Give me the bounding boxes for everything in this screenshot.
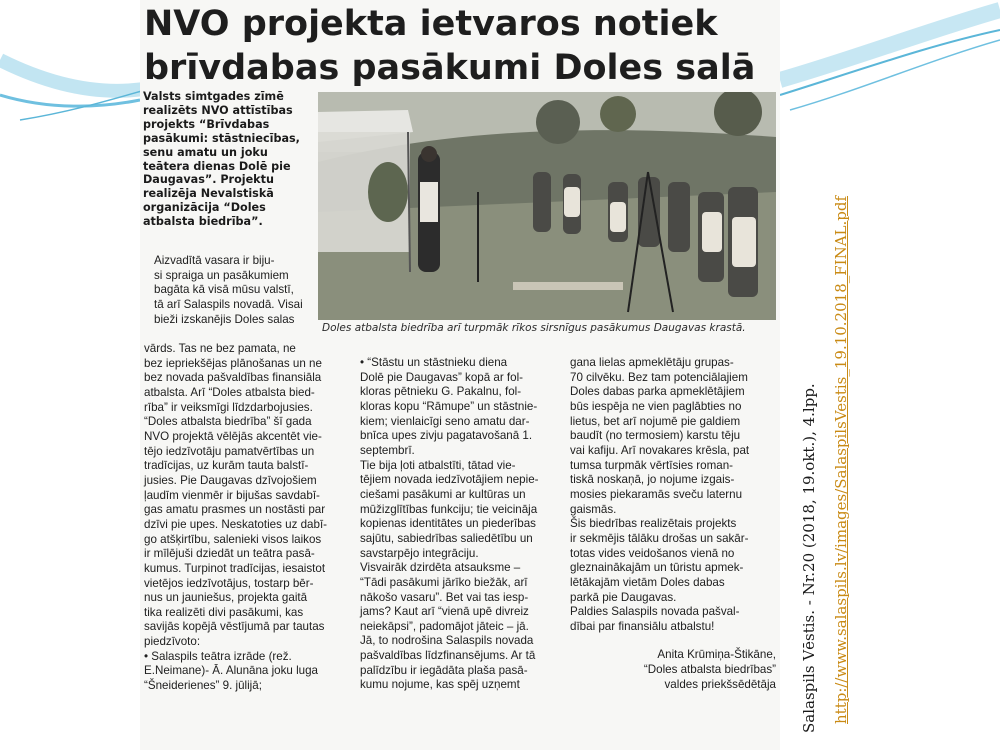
text-line: dībai par finansiālu atbalstu!	[570, 619, 715, 633]
text-line: gaismās.	[570, 502, 617, 516]
source-citation: Salaspils Vēstis. - Nr.20 (2018, 19.okt.), 4.lpp.	[800, 383, 818, 733]
text-line: tiskā noskaņā, jo nojume izgais-	[570, 473, 735, 487]
text-line: vārds. Tas ne bez pamata, ne	[144, 342, 296, 355]
column-2	[360, 356, 570, 693]
lead-line: realizēts NVO attīstības	[143, 103, 293, 117]
text-line: mosies piekaramās sveču laternu	[570, 487, 743, 501]
text-line: tika realizēti divi pasākumi, kas	[144, 605, 304, 619]
text-line: sajūtu, sabiedrības saliedētību un	[360, 531, 533, 545]
text-line: tējo iedzīvotāju pamatvērtības un	[144, 444, 315, 458]
text-line: septembrī.	[360, 443, 415, 457]
text-line: mūžizglītības funkciju; tie veicināja	[360, 502, 538, 516]
text-line: tējiem novada iedzīvotājiem nepie-	[360, 473, 539, 487]
text-line: vietējos iedzīvotājus, tostarp bēr-	[144, 576, 314, 590]
text-line: 70 cilvēku. Bez tam potenciālajiem	[570, 370, 748, 384]
text-line: ļaudīm vienmēr ir bijušas savdabī-	[144, 488, 320, 502]
text-line: bez iepriekšējas plānošanas un ne	[144, 356, 322, 370]
lead-line: realizēja Nevalstiskā	[143, 187, 274, 201]
text-line: neiekāpsi”, padomājot jāteic – jā.	[360, 619, 529, 633]
article-lead	[143, 90, 311, 229]
text-line: NVO projektā vēlējās akcentēt vie-	[144, 429, 322, 443]
text-line: “Doles atbalsta biedrība” šī gada	[144, 415, 312, 429]
text-line: Visvairāk dzirdēta atsauksme –	[360, 561, 521, 575]
text-line: go atšķirtību, salenieki visos laikos	[144, 532, 322, 546]
text-line: kloras pētnieku G. Pakalnu, fol-	[360, 385, 522, 399]
lead-line: atbalsta biedrība”.	[143, 215, 263, 229]
text-line: vai kafiju. Arī novakares krēsla, pat	[570, 443, 750, 457]
text-line: jams? Kaut arī “vienā upē divreiz	[360, 605, 529, 619]
text-line: • “Stāstu un stāstnieku diena	[360, 356, 508, 369]
text-line: nākošo vasaru”. Bet vai tas iesp-	[360, 590, 529, 604]
text-line: atbalsta. Arī “Doles atbalsta bied-	[144, 385, 315, 399]
lead-line: teātera dienas Dolē pie	[143, 159, 291, 173]
text-line: E.Neimane)- Ā. Alunāna joku luga	[144, 664, 319, 678]
text-line: piedzīvoto:	[144, 635, 201, 649]
newspaper-clipping	[140, 0, 780, 750]
text-line: totas vides veidošanos vienā no	[570, 546, 735, 560]
text-line: dzīvi pie upes. Neskatoties uz dabī-	[144, 517, 328, 531]
signature-line: valdes priekšsēdētāja	[664, 677, 776, 691]
text-line: bnīca upes zivju pagatavošanā 1.	[360, 429, 533, 443]
text-line: savijās kopējā vēstījumā par tautas	[144, 620, 325, 634]
text-line: parkā pie Daugavas.	[570, 590, 677, 604]
lead-line: Daugavas”. Projektu	[143, 173, 274, 187]
signature-line: Anita Krūmiņa-Štikāne,	[657, 648, 776, 662]
text-line: tumsa turpmāk vērtīsies roman-	[570, 458, 734, 472]
text-line: kiem; vienlaicīgi seno amatu dar-	[360, 414, 530, 428]
column-1-top	[154, 254, 314, 327]
text-line: būs iespēja ne vien paglābties no	[570, 399, 742, 413]
text-line: savstarpējo integrāciju.	[360, 546, 479, 560]
text-line: gleznainākajām un tūristu apmek-	[570, 561, 744, 575]
text-line: kopienas identitātes un piederības	[360, 517, 536, 531]
text-line: Jā, to nodrošina Salaspils novada	[360, 634, 534, 648]
text-line: bez novada pašvaldības finansiāla	[144, 371, 322, 385]
headline-line: NVO projekta ietvaros notiek	[144, 4, 718, 44]
text-line: lētākajām vietām Doles dabas	[570, 575, 725, 589]
text-line: ciešami pasākumi ar kultūras un	[360, 487, 526, 501]
text-line: “Tādi pasākumi jārīko biežāk, arī	[360, 575, 528, 589]
text-line: gana lielas apmeklētāju grupas-	[570, 356, 734, 369]
text-line: kumu nojume, kas spēj uzņemt	[360, 678, 520, 692]
event-photo	[318, 92, 776, 320]
signature-line: “Doles atbalsta biedrības”	[643, 663, 776, 677]
text-line: si spraiga un pasākumiem	[154, 268, 289, 282]
source-url-link[interactable]: http://www.salaspils.lv/images/SalaspilsVestis_19.10.2018_FINAL.pdf	[832, 195, 850, 724]
text-line: ir sekmējis tālāku drošas un sakār-	[570, 531, 749, 545]
text-line: • Salaspils teātra izrāde (rež.	[144, 649, 292, 663]
text-line: kloras kopu “Rāmupe” un stāstnie-	[360, 399, 538, 413]
column-1	[144, 342, 354, 694]
text-line: Aizvadītā vasara ir biju-	[154, 254, 275, 267]
text-line: bagāta kā visā mūsu valstī,	[154, 283, 294, 297]
lead-line: senu amatu un joku	[143, 145, 268, 159]
text-line: ir mīlējuši dziedāt un teātra pasā-	[144, 547, 315, 561]
text-line: kumus. Turpinot tradīcijas, iesaistot	[144, 561, 326, 575]
text-line: “Šneiderienes” 9. jūlijā;	[144, 679, 262, 693]
text-line: Tie bija ļoti atbalstīti, tātad vie-	[360, 458, 516, 472]
text-line: Paldies Salaspils novada pašval-	[570, 605, 740, 619]
lead-line: projekts “Brīvdabas	[143, 117, 270, 131]
text-line: Dolē pie Daugavas” kopā ar fol-	[360, 370, 524, 384]
text-line: Doles dabas parka apmeklētājiem	[570, 385, 745, 399]
headline-line: brīvdabas pasākumi Doles salā	[144, 48, 756, 88]
text-line: tradīcijas, uz kurām tauta balstī-	[144, 459, 309, 473]
text-line: tā arī Salaspils novadā. Visai	[154, 297, 303, 311]
text-line: gas amatu prasmes un nostāsti par	[144, 503, 326, 517]
lead-line: Valsts simtgades zīmē	[143, 90, 284, 103]
text-line: bieži izskanējis Doles salas	[154, 312, 295, 326]
text-line: palīdzību ir iegādāta plaša pasā-	[360, 663, 528, 677]
text-line: pašvaldības līdzfinansējums. Ar tā	[360, 649, 536, 663]
lead-line: organizācija “Doles	[143, 201, 266, 215]
text-line: rība” ir veiksmīgi līdzdarbojusies.	[144, 400, 313, 414]
text-line: lietus, bet arī nojumē pie galdiem	[570, 414, 741, 428]
photo-caption: Doles atbalsta biedrība arī turpmāk rīkos sirsnīgus pasākumus Daugavas krastā.	[322, 322, 746, 334]
text-line: jusies. Pie Daugavas dzīvojošiem	[144, 473, 317, 487]
text-line: Šis biedrības realizētais projekts	[570, 517, 737, 531]
text-line: nus un jauniešus, projekta gaitā	[144, 591, 308, 605]
lead-line: pasākumi: stāstniecības,	[143, 131, 300, 145]
text-line: baudīt (no termosiem) karstu tēju	[570, 429, 741, 443]
column-3	[570, 356, 776, 692]
article-headline	[144, 2, 774, 90]
